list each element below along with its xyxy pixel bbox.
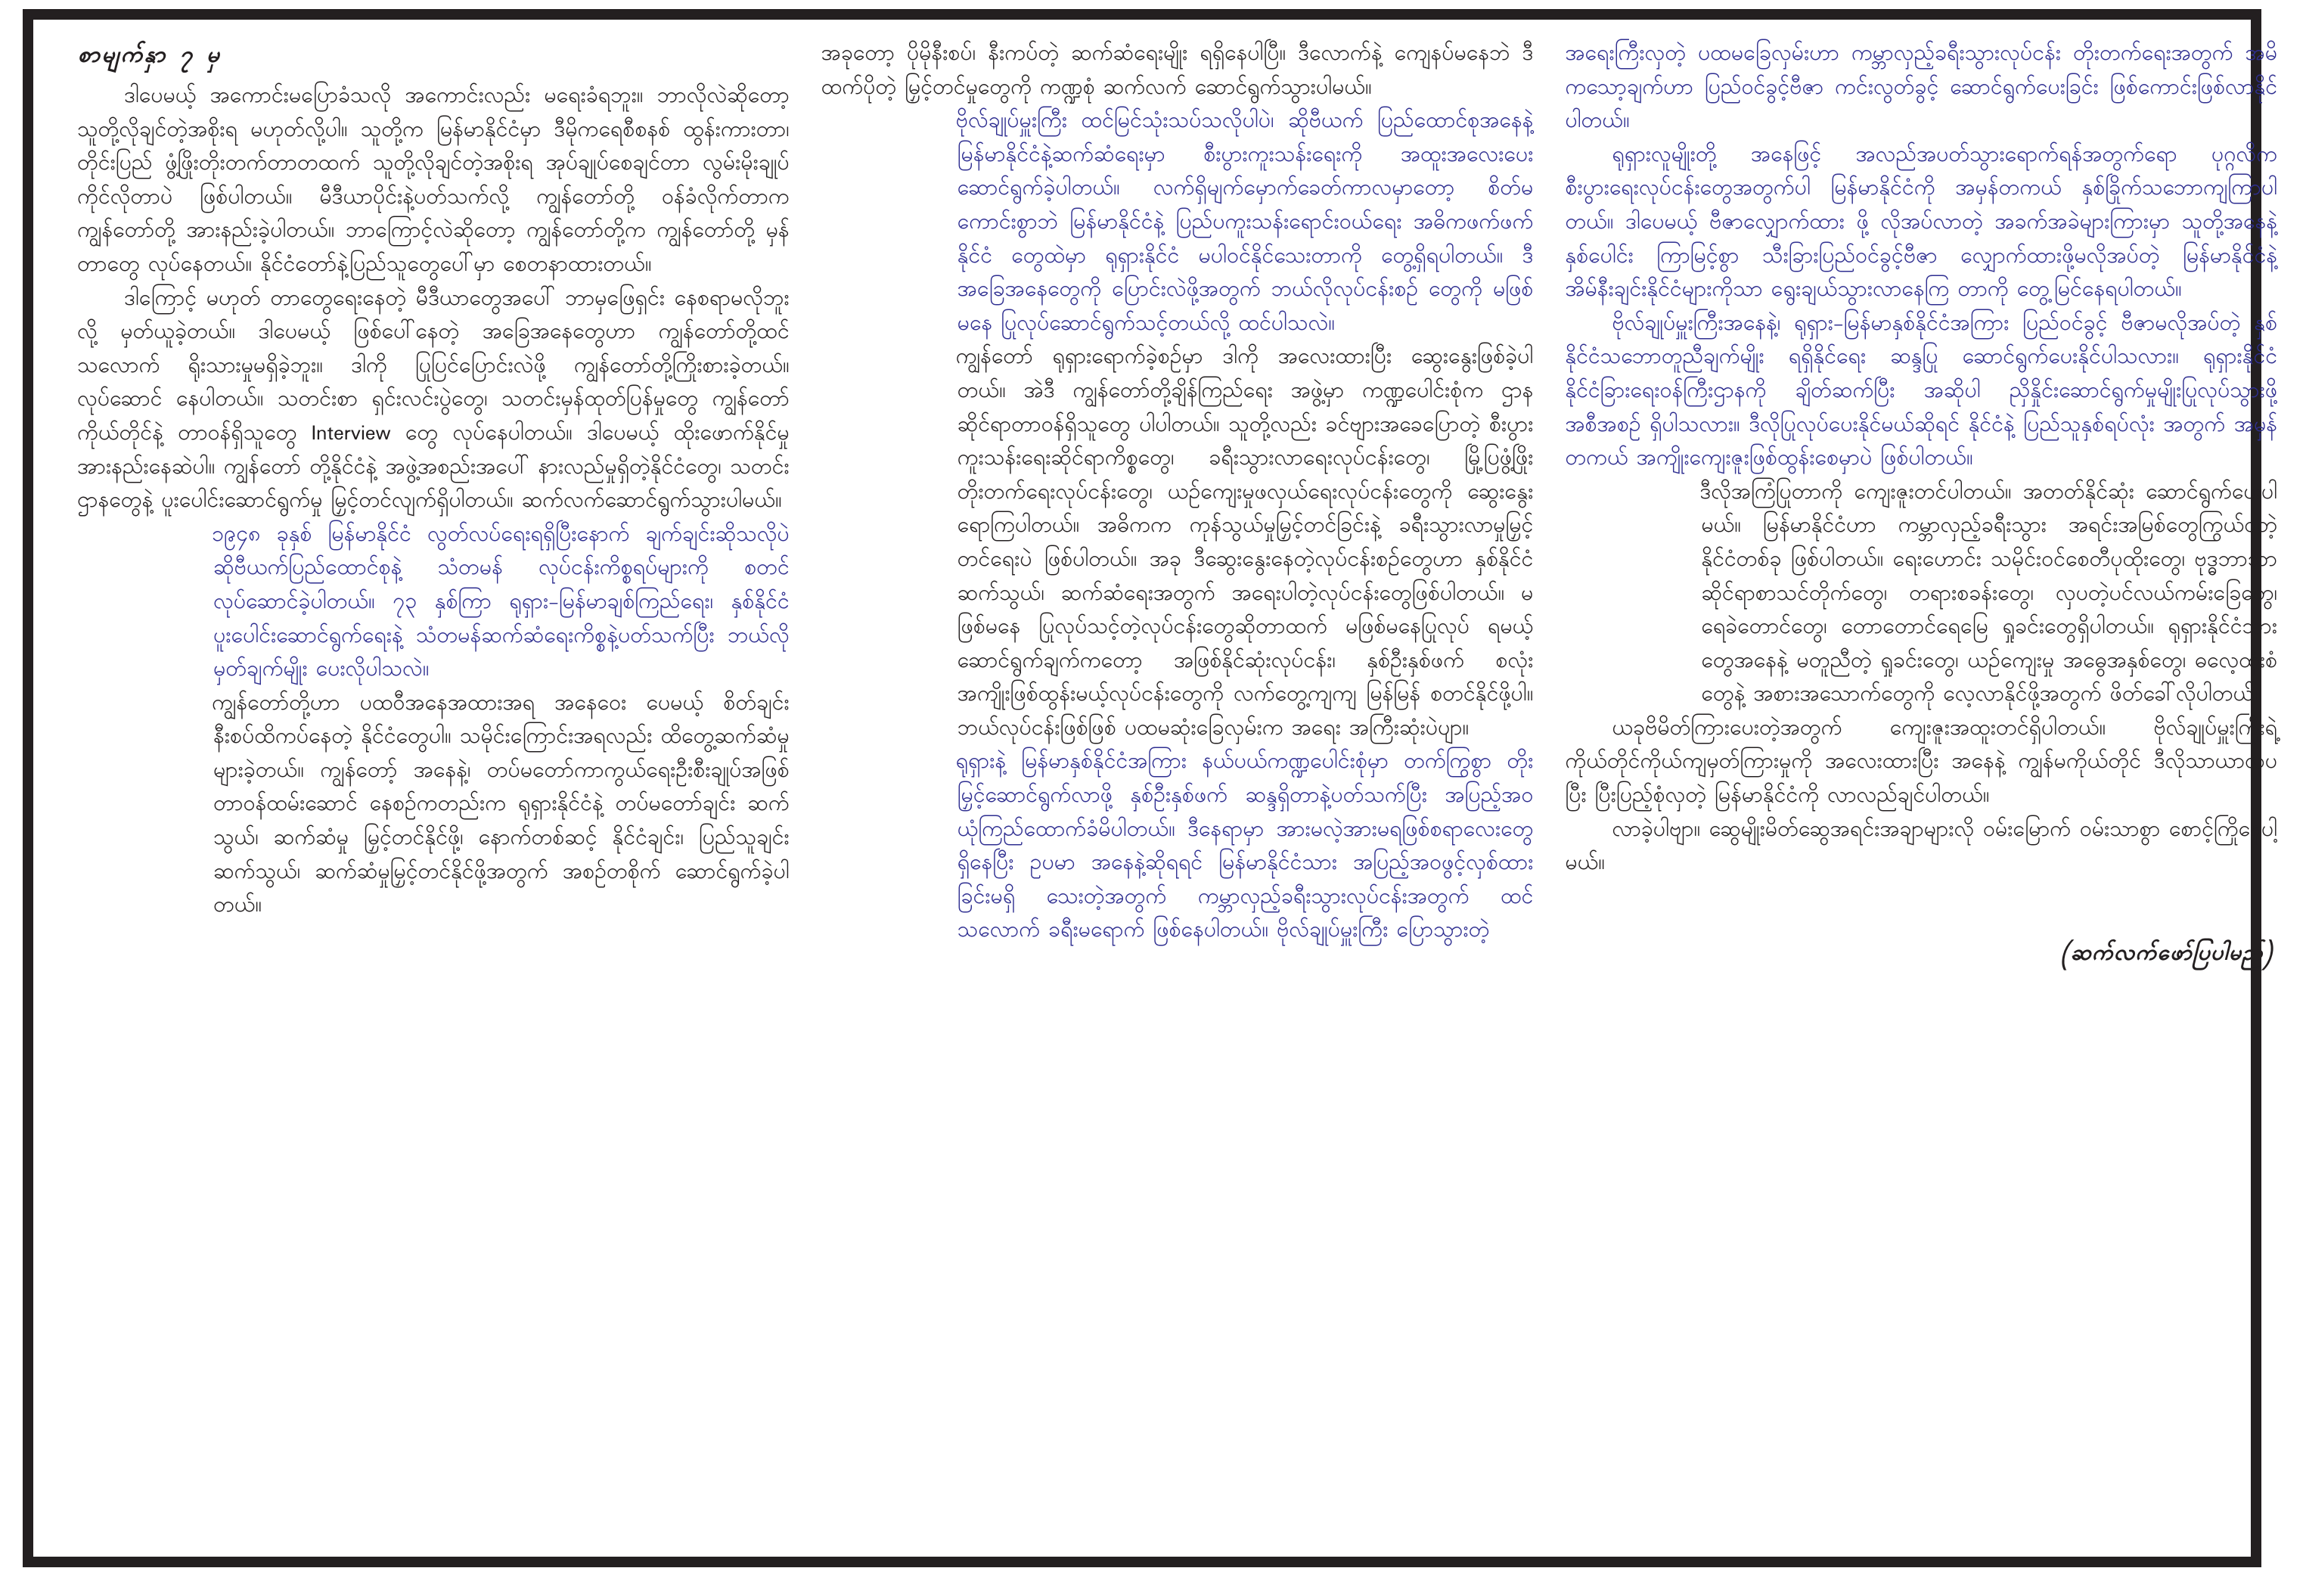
answer-label — [1565, 477, 1637, 511]
to-be-continued-note: (ဆက်လက်ဖော်ပြပါမည်) — [2059, 936, 2273, 971]
answer-block — [821, 341, 1534, 746]
paragraph: အခုတော့ ပိုမိုနီးစပ်၊ နီးကပ်တဲ့ ဆက်ဆံရေးမျိုး ရရှိနေပါပြီ။ ဒီလောက်နဲ့ ကျေနပ်မနေဘဲ ဒီထက်ပိုတဲ့ မြှင့်တင်မှုတွေကို ကဏ္ဍစုံ ဆက်လက် ဆောင်ရွက်သွားပါမယ်။ — [821, 39, 1534, 104]
continued-from-kicker: စာမျက်နှာ ၇ မှ — [77, 39, 221, 74]
text-column-1 — [77, 38, 794, 1577]
paragraph: ဒါပေမယ့် အကောင်းမပြောခံသလို အကောင်းလည်း မရေးခံရဘူး။ ဘာလိုလဲဆိုတော့ သူတို့လိုချင်တဲ့အစိုးရ မဟုတ်လို့ပါ။ သူတို့က မြန်မာနိုင်ငံမှာ ဒီမိုကရေစီစနစ် ထွန်းကားတာ၊ တိုင်းပြည် ဖွံ့ဖြိုးတိုးတက်တာတထက် သူတို့လိုချင်တဲ့အစိုးရ အုပ်ချုပ်စေချင်တာ လွမ်းမိုးချုပ်ကိုင်လိုတာပဲ ဖြစ်ပါတယ်။ မီဒီယာပိုင်းနဲ့ပတ်သက်လို့ ကျွန်တော်တို့ ဝန်ခံလိုက်တာက ကျွန်တော်တို့ အားနည်းခဲ့ပါတယ်။ ဘာကြောင့်လဲဆိုတော့ ကျွန်တော်တို့က ကျွန်တော်တို့ မှန်တာတွေ လုပ်နေတယ်။ နိုင်ငံတော်နဲ့ပြည်သူတွေပေါ်မှာ စေတနာထားတယ်။ — [77, 81, 790, 281]
paragraph: ရုရှားလူမျိုးတို့ အနေဖြင့် အလည်အပတ်သွားရောက်ရန်အတွက်ရော ပုဂ္ဂလိက စီးပွားရေးလုပ်ငန်းတွေအတွက်ပါ မြန်မာနိုင်ငံကို အမှန်တကယ် နှစ်ခြိုက်သဘောကျကြာပါတယ်။ ဒါပေမယ့် ဗီဇာလျှောက်ထား ဖို့ လိုအပ်လာတဲ့ အခက်အခဲများကြားမှာ သူတို့အနေနဲ့ နှစ်ပေါင်း ကြာမြင့်စွာ သီးခြားပြည်ဝင်ခွင့်ဗီဇာ လျှောက်ထားဖို့မလိုအပ်တဲ့ မြန်မာနိုင်ငံနဲ့ အိမ်နီးချင်းနိုင်ငံများကိုသာ ရွေးချယ်သွားလာနေကြ တာကို တွေ့မြင်နေရပါတယ်။ — [1565, 139, 2278, 307]
answer-text: ကျွန်တော် ရုရှားရောက်ခဲ့စဉ်မှာ ဒါကို အလေးထားပြီး ဆွေးနွေးဖြစ်ခဲ့ပါတယ်။ အဲဒီ ကျွန်တော်တို့ချိန်ကြည်ရေး အဖွဲ့မှာ ကဏ္ဍပေါင်းစုံက ဌာနဆိုင်ရာတာဝန်ရှိသူတွေ ပါပါတယ်။ သူတို့လည်း ခင်ဗျားအခေပြောတဲ့ စီးပွားကူးသန်းရေးဆိုင်ရာကိစ္စတွေ၊ ခရီးသွားလာရေးလုပ်ငန်းတွေ၊ မြို့ပြဖွံ့ဖြိုးတိုးတက်ရေးလုပ်ငန်းတွေ၊ ယဉ်ကျေးမှုဖလှယ်ရေးလုပ်ငန်းတွေကို ဆွေးနွေးရောကြပါတယ်။ အဓိကက ကုန်သွယ်မှုမြှင့်တင်ခြင်းနဲ့ ခရီးသွားလာမှုမြှင့်တင်ရေးပဲ ဖြစ်ပါတယ်။ အခု ဒီဆွေးနွေးနေတဲ့လုပ်ငန်းစဉ်တွေဟာ နှစ်နိုင်ငံ ဆက်သွယ်၊ ဆက်ဆံရေးအတွက် အရေးပါတဲ့လုပ်ငန်းတွေဖြစ်ပါတယ်။ မဖြစ်မနေ ပြုလုပ်သင့်တဲ့လုပ်ငန်းတွေဆိုတာထက် မဖြစ်မနေပြုလုပ် ရမယ့် ဆောင်ရွက်ချက်ကတော့ အဖြစ်နိုင်ဆုံးလုပ်ငန်း၊ နှစ်ဦးနှစ်ဖက် စလုံး အကျိုးဖြစ်ထွန်းမယ့်လုပ်ငန်းတွေကို လက်တွေ့ကျကျ မြန်မြန် စတင်နိုင်ဖို့ပါ။ ဘယ်လုပ်ငန်းဖြစ်ဖြစ် ပထမဆုံးခြေလှမ်းက အရေး အကြီးဆုံးပဲပျာ။ — [955, 342, 1534, 745]
text-column-3 — [1565, 38, 2282, 1577]
answer-dash — [150, 688, 212, 722]
answer-block — [77, 688, 790, 924]
question-dash — [894, 105, 956, 139]
paragraph: အရေးကြီးလှတဲ့ ပထမခြေလှမ်းဟာ ကမ္ဘာလှည့်ခရီးသွားလုပ်ငန်း တိုးတက်ရေးအတွက် အမိကသော့ချက်ဟာ ပြည်ဝင်ခွင့်ဗီဇာ ကင်းလွတ်ခွင့် ဆောင်ရွက်ပေးခြင်း ဖြစ်ကောင်းဖြစ်လာနိုင်ပါတယ်။ — [1565, 39, 2278, 138]
paragraph: ဗိုလ်ချုပ်မှူးကြီးအနေနဲ့၊ ရုရှား-မြန်မာနှစ်နိုင်ငံအကြား ပြည်ဝင်ခွင့် ဗီဇာမလိုအပ်တဲ့ နှစ်နိုင်ငံသဘောတူညီချက်မျိုး ရရှိနိုင်ရေး ဆန္ဒပြု ဆောင်ရွက်ပေးနိုင်ပါသလား။ ရုရှားနိုင်ငံ နိုင်ငံခြားရေးဝန်ကြီးဌာနကို ချိတ်ဆက်ပြီး အဆိုပါ ညှိနှိုင်းဆောင်ရွက်မှုမျိုးပြုလုပ်သွားဖို့ အစီအစဉ် ရှိပါသလား။ ဒီလိုပြုလုပ်ပေးနိုင်မယ်ဆိုရင် နိုင်ငံနဲ့ ပြည်သူနှစ်ရပ်လုံး အတွက် အမှန်တကယ် အကျိုးကျေးဇူးဖြစ်ထွန်းစေမှာပဲ ဖြစ်ပါတယ်။ — [1565, 308, 2278, 476]
answer-label — [821, 341, 894, 375]
paragraph: ယခုဗိမိတ်ကြားပေးတဲ့အတွက် ကျေးဇူးအထူးတင်ရှိပါတယ်။ ဗိုလ်ချုပ်မှူးကြီးရဲ့ ကိုယ်တိုင်ကိုယ်ကျမှတ်ကြားမှုကို အလေးထားပြီး အနေနဲ့ ကျွန်မကိုယ်တိုင် ဒီလိုသာယာလှပပြီး ပြီးပြည့်စုံလှတဲ့ မြန်မာနိုင်ငံကို လာလည်ချင်ပါတယ်။ — [1565, 713, 2278, 813]
question-text: ရုရှားနဲ့ မြန်မာနှစ်နိုင်ငံအကြား နယ်ပယ်ကဏ္ဍပေါင်းစုံမှာ တက်ကြွစွာ တိုးမြှင့်ဆောင်ရွက်လာဖို့ နှစ်ဦးနှစ်ဖက် ဆန္ဒရှိတာနဲ့ပတ်သက်ပြီး အပြည့်အဝ ယုံကြည်ထောက်ခံမိပါတယ်။ ဒီနေရာမှာ အားမလဲ့အားမရဖြစ်စရာလေးတွေရှိနေပြီး ဥပမာ အနေနဲ့ဆိုရရင် မြန်မာနိုင်ငံသား အပြည့်အဝဖွင့်လှစ်ထားခြင်းမရှိ သေးတဲ့အတွက် ကမ္ဘာလှည့်ခရီးသွားလုပ်ငန်းအတွက် ထင်သလောက် ခရီးမရောက် ဖြစ်နေပါတယ်။ ဗိုလ်ချုပ်မှူးကြီး ပြောသွားတဲ့ — [955, 747, 1534, 948]
answer-label — [77, 688, 150, 722]
question-label — [821, 746, 894, 780]
answer-block — [1565, 477, 2277, 713]
page-frame-border — [23, 9, 2278, 1567]
question-block — [821, 105, 1534, 341]
paragraph: လာခဲ့ပါဗျာ။ ဆွေမျိုးမိတ်ဆွေအရင်းအချာများလို ဝမ်းမြောက် ဝမ်းသာစွာ စောင့်ကြိုနေပါ့မယ်။ — [1565, 814, 2278, 880]
text-column-2 — [821, 38, 1538, 1577]
question-text: ၁၉၄၈ ခုနှစ် မြန်မာနိုင်ငံ လွတ်လပ်ရေးရရှိပြီးနောက် ချက်ချင်းဆိုသလိုပဲ ဆိုဗီယက်ပြည်ထောင်စုနဲ့ သံတမန် လုပ်ငန်းကိစ္စရပ်များကို စတင်လုပ်ဆောင်ခဲ့ပါတယ်။ ၇၃ နှစ်ကြာ ရုရှား-မြန်မာချစ်ကြည်ရေး၊ နှစ်နိုင်ငံပူးပေါင်းဆောင်ရွက်ရေးနဲ့ သံတမန်ဆက်ဆံရေးကိစ္စနဲ့ပတ်သက်ပြီး ဘယ်လိုမှတ်ချက်မျိုး ပေးလိုပါသလဲ။ — [212, 519, 790, 687]
question-block — [77, 519, 790, 688]
question-dash — [150, 519, 212, 553]
three-column-layout — [77, 38, 2282, 1577]
question-dash — [894, 746, 956, 780]
answer-text: ကျွန်တော်တို့ဟာ ပထဝီအနေအထားအရ အနေဝေး ပေမယ့် စိတ်ချင်း နီးစပ်ထိကပ်နေတဲ့ နိုင်ငံတွေပါ။ သမိုင်းကြောင်းအရလည်း ထိတွေ့ဆက်ဆံမှုများခဲ့တယ်။ ကျွန်တော့် အနေနဲ့၊ တပ်မတော်ကာကွယ်ရေးဦးစီးချုပ်အဖြစ် တာဝန်ထမ်းဆောင် နေစဉ်ကတည်းက ရုရှားနိုင်ငံနဲ့ တပ်မတော်ချင်း ဆက်သွယ်၊ ဆက်ဆံမှု မြှင့်တင်နိုင်ဖို့၊ နောက်တစ်ဆင့် နိုင်ငံချင်း၊ ပြည်သူချင်း ဆက်သွယ်၊ ဆက်ဆံမှုမြှင့်တင်နိုင်ဖို့အတွက် အစဉ်တစိုက် ဆောင်ရွက်ခဲ့ပါတယ်။ — [212, 688, 790, 923]
question-label — [77, 519, 150, 553]
answer-text: ဒီလိုအကြံပြုတာကို ကျေးဇူးတင်ပါတယ်။ အတတ်နိုင်ဆုံး ဆောင်ရွက်ပေးပါမယ်။ မြန်မာနိုင်ငံဟာ ကမ္ဘာလှည့်ခရီးသွား အရင်းအမြစ်တွေကြွယ်ဝတဲ့ နိုင်ငံတစ်ခု ဖြစ်ပါတယ်။ ရေးဟောင်း သမိုင်းဝင်စေတီပုထိုးတွေ၊ ဗုဒ္ဓဘာသာဆိုင်ရာစာသင်တိုက်တွေ၊ တရားစခန်းတွေ၊ လှပတဲ့ပင်လယ်ကမ်းခြေတွေ၊ ရေခဲတောင်တွေ၊ တောတောင်ရေမြေ ရှုခင်းတွေရှိပါတယ်။ ရုရှားနိုင်ငံသားတွေအနေနဲ့ မတူညီတဲ့ ရှုခင်းတွေ၊ ယဉ်ကျေးမှု အဓွေအနှစ်တွေ၊ ဓလေ့ထုံးစံတွေနဲ့ အစားအသောက်တွေကို လေ့လာနိုင်ဖို့အတွက် ဖိတ်ခေါ်လိုပါတယ်။ — [1699, 477, 2278, 712]
paragraph: ဒါကြောင့် မဟုတ် တာတွေရေးနေတဲ့ မီဒီယာတွေအပေါ် ဘာမှဖြေရှင်း နေစရာမလိုဘူးလို့ မှတ်ယူခဲ့တယ်။ ဒါပေမယ့် ဖြစ်ပေါ်နေတဲ့ အခြေအနေတွေဟာ ကျွန်တော်တို့ထင်သလောက် ရိုးသားမှုမရှိခဲ့ဘူး။ ဒါကို ပြုပြင်ပြောင်းလဲဖို့ ကျွန်တော်တို့ကြိုးစားခဲ့တယ်။ လုပ်ဆောင် နေပါတယ်။ သတင်းစာ ရှင်းလင်းပွဲတွေ၊ သတင်းမှန်ထုတ်ပြန်မှုတွေ ကျွန်တော်ကိုယ်တိုင်နဲ့ တာဝန်ရှိသူတွေ Interview တွေ လုပ်နေပါတယ်။ ဒါပေမယ့် ထိုးဖောက်နိုင်မှု အားနည်းနေဆဲပါ။ ကျွန်တော် တို့နိုင်ငံနဲ့ အဖွဲ့အစည်းအပေါ် နားလည်မှုရှိတဲ့နိုင်ငံတွေ၊ သတင်း ဌာနတွေနဲ့ ပူးပေါင်းဆောင်ရွက်မှု မြှင့်တင်လျက်ရှိပါတယ်။ ဆက်လက်ဆောင်ရွက်သွားပါမယ်။ — [77, 283, 790, 518]
question-text: ဗိုလ်ချုပ်မှူးကြီး ထင်မြင်သုံးသပ်သလိုပါပဲ၊ ဆိုဗီယက် ပြည်ထောင်စုအနေနဲ့ မြန်မာနိုင်ငံနဲ့ဆက်ဆံရေးမှာ စီးပွားကူးသန်းရေးကို အထူးအလေးပေး ဆောင်ရွက်ခဲ့ပါတယ်။ လက်ရှိမျက်မှောက်ခေတ်ကာလမှာတော့ စိတ်မကောင်းစွာဘဲ မြန်မာနိုင်ငံနဲ့ ပြည်ပကူးသန်းရောင်းဝယ်ရေး အဓိကဖက်ဖက်နိုင်ငံ တွေထဲမှာ ရုရှားနိုင်ငံ မပါဝင်နိုင်သေးတာကို တွေ့ရှိရပါတယ်။ ဒီအခြေအနေတွေကို ပြောင်းလဲဖို့အတွက် ဘယ်လိုလုပ်ငန်းစဉ် တွေကို မဖြစ်မနေ ပြုလုပ်ဆောင်ရွက်သင့်တယ်လို့ ထင်ပါသလဲ။ — [955, 106, 1534, 340]
answer-dash — [894, 341, 956, 375]
answer-dash — [1637, 477, 1699, 511]
question-label — [821, 105, 894, 139]
question-block — [821, 746, 1534, 949]
